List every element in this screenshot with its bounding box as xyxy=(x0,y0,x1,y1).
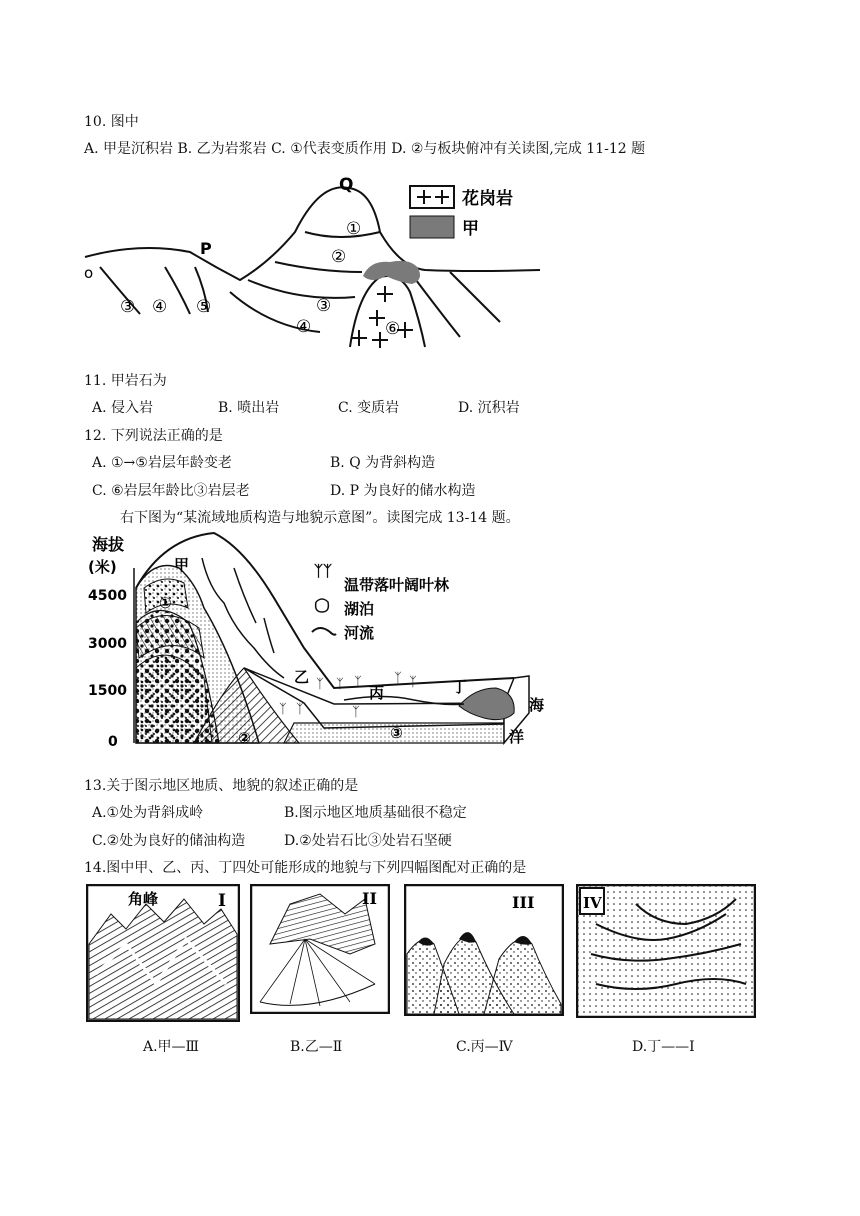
layer-num-3-left: ③ xyxy=(120,297,136,317)
q13-option-b: B.图示地区地质基础很不稳定 xyxy=(284,805,467,821)
q13-stem: 13.关于图示地区地质、地貌的叙述正确的是 xyxy=(84,778,359,794)
q13-option-d: D.②处岩石比③处岩石坚硬 xyxy=(284,833,452,849)
panel-iv-delta xyxy=(576,884,756,1018)
figure-rock-cross-section xyxy=(80,172,550,357)
svg-text:ᛉ: ᛉ xyxy=(352,705,360,720)
layer-num-2: ② xyxy=(331,247,347,267)
label-jia: 甲 xyxy=(174,556,190,574)
label-p: P xyxy=(200,239,212,258)
label-ding: 丁 xyxy=(452,678,468,696)
label-o: o xyxy=(84,264,94,282)
ytick-4500: 4500 xyxy=(88,588,127,604)
q11-option-c: C. 变质岩 xyxy=(338,400,400,416)
q12-stem: 12. 下列说法正确的是 xyxy=(84,428,223,444)
panel-ii-label: II xyxy=(362,889,377,908)
caption-c: C.丙—Ⅳ xyxy=(456,1039,513,1055)
caption-d: D.丁——Ⅰ xyxy=(632,1039,695,1055)
layer-num-3: ③ xyxy=(316,296,332,316)
ytick-1500: 1500 xyxy=(88,683,127,699)
svg-text:ᛉ: ᛉ xyxy=(316,677,324,692)
q12-option-c: C. ⑥岩层年龄比③岩层老 xyxy=(92,483,250,499)
panel-i-title: 角峰 xyxy=(128,890,159,908)
num-2: ② xyxy=(238,729,251,747)
caption-b: B.乙—Ⅱ xyxy=(290,1039,343,1055)
q14-stem: 14.图中甲、乙、丙、丁四处可能形成的地貌与下列四幅图配对正确的是 xyxy=(84,860,527,876)
legend-lake-label: 湖泊 xyxy=(344,600,375,618)
label-yang: 洋 xyxy=(509,728,525,746)
axis-title-1: 海拔 xyxy=(92,535,125,554)
legend-granite-label: 花岗岩 xyxy=(462,189,513,209)
granite-crosses xyxy=(351,286,413,348)
q12-option-d: D. P 为良好的储水构造 xyxy=(330,483,476,499)
label-yi: 乙 xyxy=(294,668,310,686)
q13-option-c: C.②处为良好的储油构造 xyxy=(92,833,246,849)
ytick-0: 0 xyxy=(108,734,118,750)
q11-option-d: D. 沉积岩 xyxy=(458,400,520,416)
svg-text:ᛉ: ᛉ xyxy=(409,675,417,690)
svg-text:ᛉ: ᛉ xyxy=(279,702,287,717)
caption-a: A.甲—Ⅲ xyxy=(143,1039,200,1055)
layer-num-4-left: ④ xyxy=(152,297,168,317)
panel-i-horn-peak xyxy=(86,884,240,1022)
legend-jia-swatch xyxy=(410,216,454,238)
svg-text:ᛉ: ᛉ xyxy=(336,677,344,692)
legend-forest-label: 温带落叶阔叶林 xyxy=(344,576,450,594)
jia-rock-body xyxy=(363,261,420,284)
legend-jia-label: 甲 xyxy=(462,219,479,239)
panel-i-label: I xyxy=(218,891,226,911)
layer-num-5-left: ⑤ xyxy=(196,297,212,317)
layer-num-4: ④ xyxy=(296,317,312,337)
q10-stem: 10. 图中 xyxy=(84,114,139,130)
panel-iii-label: III xyxy=(512,893,535,912)
num-1: ① xyxy=(159,594,172,612)
intro-13-14: 右下图为“某流域地质构造与地貌示意图”。读图完成 13-14 题。 xyxy=(120,510,520,526)
panel-iii-sand-dunes xyxy=(404,884,564,1016)
label-bing: 丙 xyxy=(369,684,385,702)
axis-title-2: (米) xyxy=(88,558,117,576)
layer-num-1: ① xyxy=(346,219,362,239)
svg-text:ᛉ: ᛉ xyxy=(394,671,402,686)
panel-iv-label: IV xyxy=(583,894,602,912)
panel-ii-alluvial-fan xyxy=(250,884,390,1014)
label-q: Q xyxy=(339,175,354,195)
svg-text:ᛉ: ᛉ xyxy=(354,675,362,690)
ytick-3000: 3000 xyxy=(88,636,127,652)
figure-basin-geology xyxy=(84,528,554,754)
label-hai: 海 xyxy=(529,696,545,714)
num-3: ③ xyxy=(390,724,403,742)
layer-num-6: ⑥ xyxy=(385,319,401,339)
q10-options: A. 甲是沉积岩 B. 乙为岩浆岩 C. ①代表变质作用 D. ②与板块俯冲有关读图,完成 11-12 题 xyxy=(84,141,646,157)
q12-option-b: B. Q 为背斜构造 xyxy=(330,455,436,471)
legend-river-label: 河流 xyxy=(344,624,375,642)
q11-stem: 11. 甲岩石为 xyxy=(84,373,167,389)
q12-option-a: A. ①→⑤岩层年龄变老 xyxy=(92,455,232,471)
q13-option-a: A.①处为背斜成岭 xyxy=(92,805,204,821)
q11-option-a: A. 侵入岩 xyxy=(92,400,154,416)
q11-option-b: B. 喷出岩 xyxy=(218,400,280,416)
svg-text:ᛉᛉ: ᛉᛉ xyxy=(314,562,333,580)
svg-text:ᛉ: ᛉ xyxy=(296,702,304,717)
